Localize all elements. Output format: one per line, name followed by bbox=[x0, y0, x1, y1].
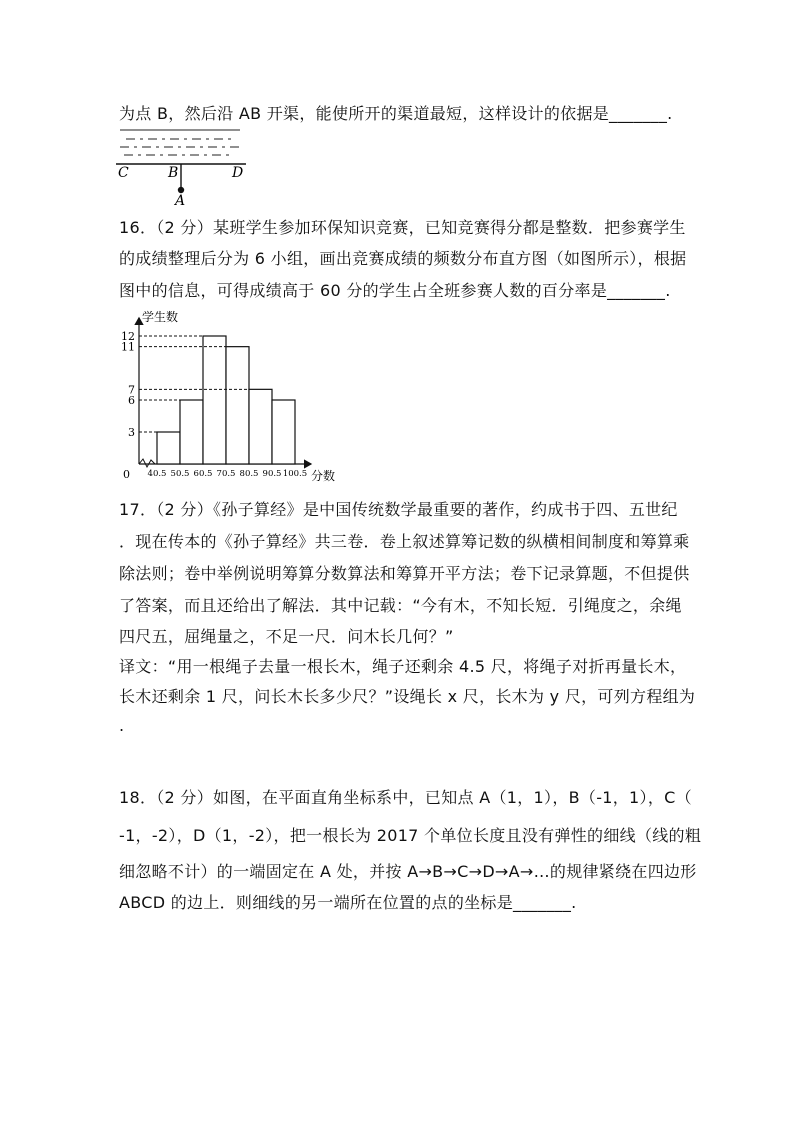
y-tick-label: 12 bbox=[121, 330, 135, 343]
x-axis-label: 分数 bbox=[311, 469, 336, 483]
q18-line-2: -1，-2），D（1，-2），把一根长为 2017 个单位长度且没有弹性的细线（线的粗 bbox=[119, 826, 702, 845]
axis-break-mark bbox=[139, 459, 155, 467]
x-tick-label: 50.5 bbox=[170, 469, 190, 479]
origin-label: 0 bbox=[123, 468, 130, 481]
frequency-histogram bbox=[116, 304, 356, 484]
y-tick-label: 6 bbox=[128, 394, 135, 407]
point-d-label: D bbox=[232, 165, 244, 181]
point-a-label: A bbox=[175, 193, 186, 208]
point-c-label: C bbox=[118, 165, 129, 181]
histogram-bar bbox=[272, 400, 295, 464]
histogram-bar bbox=[180, 400, 203, 464]
q17-line-4: 了答案，而且还给出了解法．其中记载：“今有木，不知长短．引绳度之，余绳 bbox=[119, 596, 682, 615]
q16-line-1: 16．（2 分）某班学生参加环保知识竞赛，已知竞赛得分都是整数．把参赛学生 bbox=[119, 218, 686, 237]
q18-line-1: 18．（2 分）如图，在平面直角坐标系中，已知点 A（1，1），B（-1，1），C（ bbox=[119, 788, 692, 807]
q18-line-3: 细忽略不计）的一端固定在 A 处，并按 A→B→C→D→A→…的规律紧绕在四边形 bbox=[119, 862, 697, 881]
histogram-bar bbox=[226, 347, 249, 464]
q17-line-5: 四尺五，屈绳量之，不足一尺．问木长几何？” bbox=[119, 627, 454, 646]
q16-line-3: 图中的信息，可得成绩高于 60 分的学生占全班参赛人数的百分率是_______. bbox=[119, 281, 671, 300]
x-tick-label: 80.5 bbox=[239, 469, 259, 479]
q18-line-4: ABCD 的边上．则细线的另一端所在位置的点的坐标是_______. bbox=[119, 893, 577, 912]
x-tick-label: 100.5 bbox=[282, 469, 308, 479]
histogram-bar bbox=[157, 432, 180, 464]
q17-line-8: . bbox=[119, 716, 125, 735]
histogram-bar bbox=[249, 389, 272, 464]
canal-figure bbox=[112, 126, 252, 208]
y-axis-label: 学生数 bbox=[142, 310, 179, 324]
q17-line-2: ．现在传本的《孙子算经》共三卷．卷上叙述算筹记数的纵横相间制度和筹算乘 bbox=[119, 532, 690, 551]
x-tick-label: 60.5 bbox=[193, 469, 213, 479]
x-tick-label: 90.5 bbox=[262, 469, 282, 479]
q17-line-3: 除法则；卷中举例说明筹算分数算法和筹算开平方法；卷下记录算题，不但提供 bbox=[119, 564, 690, 583]
histogram-bar bbox=[203, 336, 226, 464]
y-tick-label: 3 bbox=[128, 426, 135, 439]
y-tick-label: 11 bbox=[121, 340, 135, 354]
x-tick-label: 40.5 bbox=[147, 469, 167, 479]
x-tick-label: 70.5 bbox=[216, 469, 236, 479]
q17-line-7: 长木还剩余 1 尺，问长木长多少尺？”设绳长 x 尺，长木为 y 尺，可列方程组为 bbox=[119, 687, 696, 706]
point-b-label: B bbox=[168, 165, 179, 181]
q17-line-6: 译文：“用一根绳子去量一根长木，绳子还剩余 4.5 尺，将绳子对折再量长木， bbox=[119, 657, 687, 676]
q16-line-2: 的成绩整理后分为 6 小组，画出竞赛成绩的频数分布直方图（如图所示），根据 bbox=[119, 249, 687, 268]
q17-line-1: 17．（2 分）《孙子算经》是中国传统数学最重要的著作，约成书于四、五世纪 bbox=[119, 500, 678, 519]
y-tick-label: 7 bbox=[128, 383, 135, 397]
q15-text: 为点 B，然后沿 AB 开渠，能使所开的渠道最短，这样设计的依据是_______. bbox=[119, 104, 673, 123]
